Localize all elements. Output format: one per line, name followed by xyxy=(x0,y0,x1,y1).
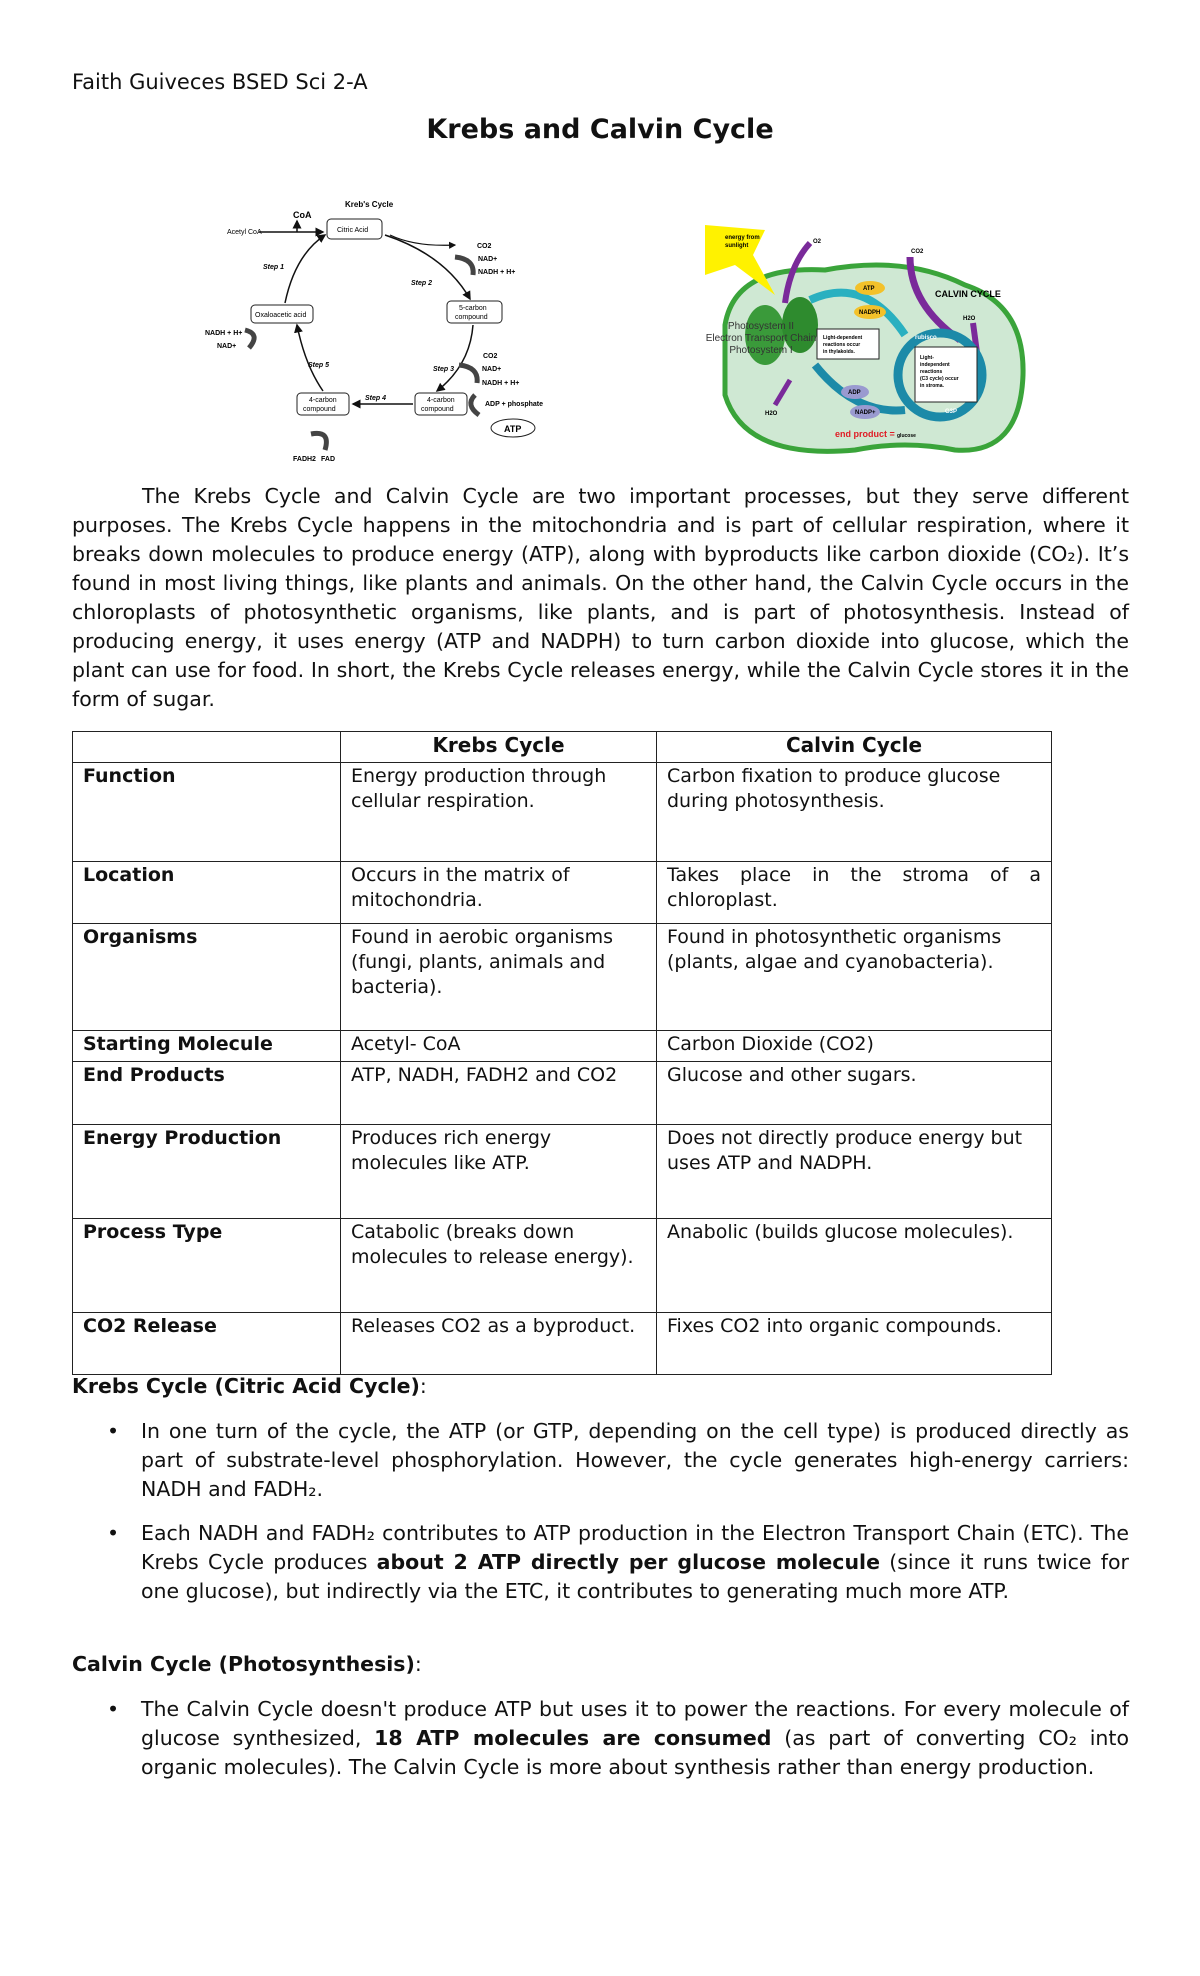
svg-text:Step 1: Step 1 xyxy=(263,264,285,271)
svg-text:ADP: ADP xyxy=(848,390,861,396)
bullet-icon: • xyxy=(107,1697,120,1721)
svg-text:FAD: FAD xyxy=(321,456,335,463)
row-label: Location xyxy=(73,862,341,924)
svg-text:Acetyl CoA: Acetyl CoA xyxy=(227,229,262,236)
krebs-cell: Occurs in the matrix of mitochondria. xyxy=(341,862,657,924)
table-row xyxy=(73,1219,1052,1313)
table-row xyxy=(73,1031,1052,1062)
svg-text:Citric Acid: Citric Acid xyxy=(337,227,369,234)
svg-text:NAD+: NAD+ xyxy=(217,343,237,350)
svg-text:ADP + phosphate: ADP + phosphate xyxy=(485,401,544,408)
calvin-cycle-diagram xyxy=(705,225,1030,460)
svg-text:5-carbon: 5-carbon xyxy=(459,305,487,312)
svg-text:FADH2: FADH2 xyxy=(293,456,316,463)
krebs-cycle-diagram xyxy=(205,195,555,470)
krebs-cell: Acetyl- CoA xyxy=(341,1031,657,1062)
calvin-cell: Carbon fixation to produce glucose during photosynthesis. xyxy=(657,763,1052,862)
svg-text:4-carbon: 4-carbon xyxy=(309,397,337,404)
krebs-section-heading: Krebs Cycle (Citric Acid Cycle): xyxy=(72,1374,427,1398)
svg-text:rubisco: rubisco xyxy=(915,335,937,341)
svg-text:Light-: Light- xyxy=(920,355,934,361)
row-label: Process Type xyxy=(73,1219,341,1313)
electron-transport-chain-label: Electron Transport Chain xyxy=(705,333,817,344)
svg-text:reactions occur: reactions occur xyxy=(823,342,861,348)
svg-text:NAD+: NAD+ xyxy=(482,366,502,373)
svg-text:4-carbon: 4-carbon xyxy=(427,397,455,404)
svg-text:end product =: end product = xyxy=(835,429,895,439)
calvin-section-heading: Calvin Cycle (Photosynthesis): xyxy=(72,1652,422,1676)
svg-text:NAD+: NAD+ xyxy=(478,256,498,263)
table-row xyxy=(73,862,1052,924)
row-label: End Products xyxy=(73,1062,341,1125)
svg-text:H2O: H2O xyxy=(963,316,976,322)
svg-text:Step 2: Step 2 xyxy=(411,280,433,287)
table-row xyxy=(73,1313,1052,1375)
krebs-cell: Catabolic (breaks down molecules to release energy). xyxy=(341,1219,657,1313)
krebs-cell: Energy production through cellular respiration. xyxy=(341,763,657,862)
svg-text:NADH + H+: NADH + H+ xyxy=(478,269,516,276)
svg-text:CALVIN CYCLE: CALVIN CYCLE xyxy=(935,289,1001,299)
bullet-icon: • xyxy=(107,1521,120,1545)
table-row xyxy=(73,1062,1052,1125)
svg-text:compound: compound xyxy=(455,314,488,321)
svg-text:sunlight: sunlight xyxy=(725,243,749,249)
svg-text:CO2: CO2 xyxy=(483,353,498,360)
calvin-bullet-1: • The Calvin Cycle doesn't produce ATP but uses it to power the reactions. For every molecule of glucose synthesized, 18 ATP molecules are consumed (as part of converting CO₂ into organic molecules). The Calvin Cycle is more about synthesis rather than energy production. xyxy=(107,1697,1129,1779)
header-blank xyxy=(73,732,341,763)
row-label: Energy Production xyxy=(73,1125,341,1219)
krebs-bullet-1: • In one turn of the cycle, the ATP (or GTP, depending on the cell type) is produced directly as part of substrate-level phosphorylation. However, the cycle generates high-energy carriers: NADH and FADH₂. xyxy=(107,1419,1129,1501)
svg-text:Light-dependent: Light-dependent xyxy=(823,335,863,341)
row-label: Function xyxy=(73,763,341,862)
krebs-bullet-2: • Each NADH and FADH₂ contributes to ATP production in the Electron Transport Chain (ETC). The Krebs Cycle produces about 2 ATP directly per glucose molecule (since it runs twice for one glucose), but indirectly via the ETC, it contributes to generating much more ATP. xyxy=(107,1521,1129,1603)
table-row xyxy=(73,763,1052,862)
author-line: Faith Guiveces BSED Sci 2-A xyxy=(72,70,368,94)
bullet-icon: • xyxy=(107,1419,120,1443)
svg-text:compound: compound xyxy=(421,406,454,413)
intro-paragraph: The Krebs Cycle and Calvin Cycle are two important processes, but they serve different purposes. The Krebs Cycle happens in the mitochondria and is part of cellular respiration, where it breaks down molecules to produce energy (ATP), along with byproducts like carbon dioxide (CO₂). It’s found in most living things, like plants and animals. On the other hand, the Calvin Cycle occurs in the chloroplasts of photosynthetic organisms, like plants, and is part of photosynthesis. Instead of producing energy, it uses energy (ATP and NADPH) to turn carbon dioxide into glucose, which the plant can use for food. In short, the Krebs Cycle releases energy, while the Calvin Cycle stores it in the form of sugar. xyxy=(72,484,1129,711)
svg-text:G3P: G3P xyxy=(945,409,958,415)
svg-text:Oxaloacetic acid: Oxaloacetic acid xyxy=(255,312,307,319)
svg-text:CO2: CO2 xyxy=(911,249,924,255)
calvin-cell: Found in photosynthetic organisms (plants, algae and cyanobacteria). xyxy=(657,924,1052,1031)
svg-text:Step 4: Step 4 xyxy=(365,395,387,402)
svg-text:H2O: H2O xyxy=(765,411,778,417)
row-label: Organisms xyxy=(73,924,341,1031)
svg-text:NADH + H+: NADH + H+ xyxy=(482,380,520,387)
table-header-row xyxy=(73,732,1052,763)
calvin-cell: Glucose and other sugars. xyxy=(657,1062,1052,1125)
photosystem-ii-label: Photosystem II xyxy=(727,321,795,332)
page-title: Krebs and Calvin Cycle xyxy=(426,114,774,145)
row-label: Starting Molecule xyxy=(73,1031,341,1062)
svg-text:Step 5: Step 5 xyxy=(308,362,330,369)
krebs-cell: Releases CO2 as a byproduct. xyxy=(341,1313,657,1375)
calvin-cell: Fixes CO2 into organic compounds. xyxy=(657,1313,1052,1375)
krebs-cell: Found in aerobic organisms (fungi, plants, animals and bacteria). xyxy=(341,924,657,1031)
table-row xyxy=(73,1125,1052,1219)
svg-text:O2: O2 xyxy=(813,239,822,245)
svg-text:CoA: CoA xyxy=(293,210,312,220)
svg-text:CO2: CO2 xyxy=(477,243,492,250)
calvin-cell: Does not directly produce energy but uses ATP and NADPH. xyxy=(657,1125,1052,1219)
svg-text:ATP: ATP xyxy=(504,424,522,434)
svg-text:in thylakoids.: in thylakoids. xyxy=(823,349,855,355)
svg-text:ATP: ATP xyxy=(863,286,875,292)
svg-text:independent: independent xyxy=(920,362,950,368)
svg-text:NADP+: NADP+ xyxy=(855,410,876,416)
svg-text:NADH + H+: NADH + H+ xyxy=(205,330,243,337)
header-calvin: Calvin Cycle xyxy=(657,732,1052,763)
table-row xyxy=(73,924,1052,1031)
calvin-cell: Carbon Dioxide (CO2) xyxy=(657,1031,1052,1062)
svg-text:in stroma.: in stroma. xyxy=(920,383,944,389)
krebs-cell: Produces rich energy molecules like ATP. xyxy=(341,1125,657,1219)
svg-text:(C3 cycle) occur: (C3 cycle) occur xyxy=(920,376,959,382)
svg-text:Step 3: Step 3 xyxy=(433,366,455,373)
row-label: CO2 Release xyxy=(73,1313,341,1375)
svg-text:NADPH: NADPH xyxy=(859,310,881,316)
svg-text:glucose: glucose xyxy=(897,433,916,439)
svg-text:reactions: reactions xyxy=(920,369,943,375)
svg-text:energy from: energy from xyxy=(725,235,760,241)
photosystem-i-label: Photosystem I xyxy=(729,345,793,356)
comparison-table xyxy=(72,731,1052,1375)
svg-text:Kreb's Cycle: Kreb's Cycle xyxy=(345,200,394,209)
header-krebs: Krebs Cycle xyxy=(341,732,657,763)
calvin-cell: Takes place in the stroma of a chloroplast. xyxy=(657,862,1052,924)
svg-text:compound: compound xyxy=(303,406,336,413)
calvin-cell: Anabolic (builds glucose molecules). xyxy=(657,1219,1052,1313)
krebs-cell: ATP, NADH, FADH2 and CO2 xyxy=(341,1062,657,1125)
